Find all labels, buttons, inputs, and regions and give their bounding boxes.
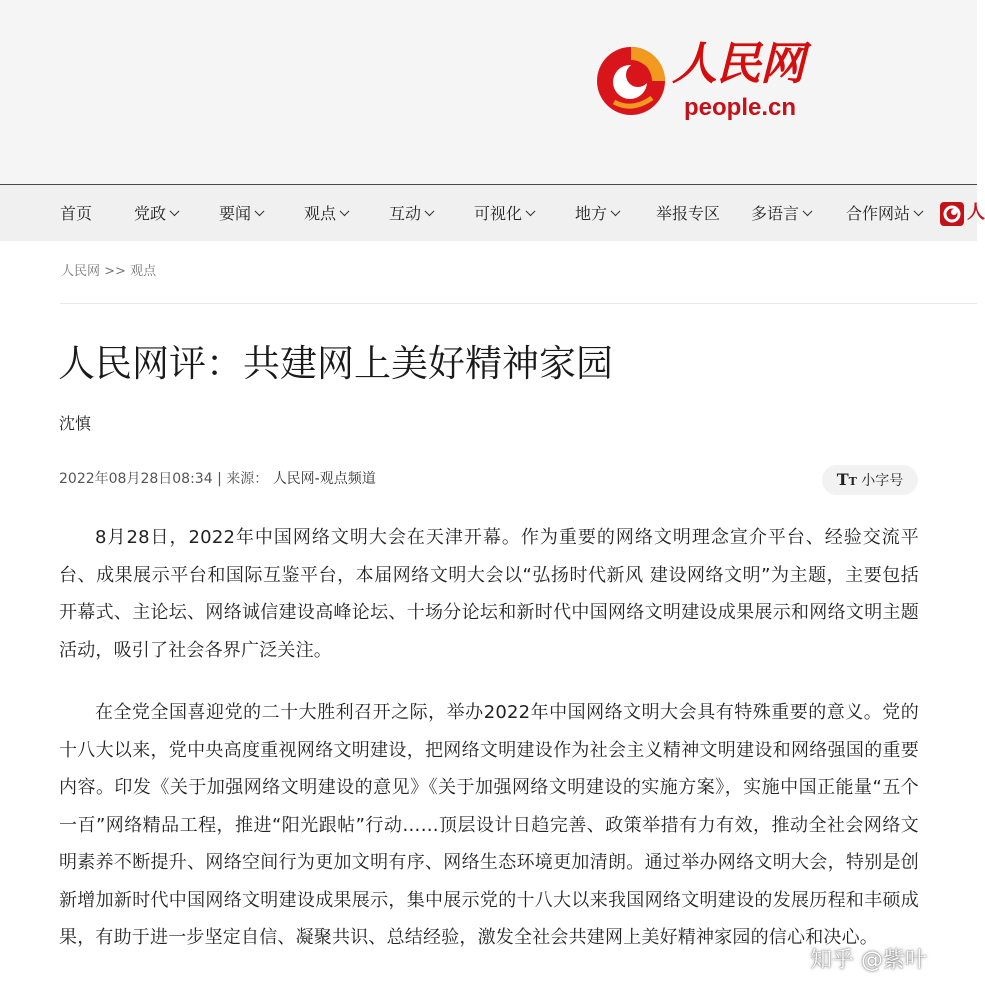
- site-header: [0, 0, 977, 184]
- article-meta: [59, 468, 376, 490]
- nav-item-label: 要闻: [219, 204, 252, 223]
- font-size-label: 小字号: [861, 473, 904, 489]
- nav-overflow-text[interactable]: 人: [967, 202, 985, 223]
- chevron-down-icon: [611, 206, 621, 216]
- nav-item-label: 可视化: [474, 204, 523, 223]
- nav-item-party[interactable]: [134, 185, 178, 241]
- chevron-down-icon: [526, 206, 536, 216]
- article-datetime: 2022年08月28日08:34: [59, 471, 213, 487]
- nav-item-label: 地方: [575, 204, 608, 223]
- logo-text-en: people.cn: [684, 94, 797, 121]
- breadcrumb: [61, 262, 156, 282]
- nav-item-label: 举报专区: [656, 204, 721, 223]
- nav-item-label: 首页: [60, 204, 93, 223]
- font-size-toggle-button[interactable]: [822, 465, 918, 495]
- nav-item-label: 多语言: [751, 204, 800, 223]
- chevron-down-icon: [255, 206, 265, 216]
- nav-item-visualization[interactable]: [474, 185, 534, 241]
- nav-item-label: 互动: [389, 204, 422, 223]
- nav-item-local[interactable]: [575, 185, 619, 241]
- app-logo-icon[interactable]: [940, 202, 964, 226]
- source-link[interactable]: 人民网-观点频道: [272, 471, 376, 487]
- nav-item-news[interactable]: [219, 185, 263, 241]
- chevron-down-icon: [803, 206, 813, 216]
- divider: [60, 303, 977, 304]
- nav-item-report[interactable]: [656, 185, 720, 241]
- main-nav: [0, 184, 977, 241]
- nav-item-partners[interactable]: [846, 185, 922, 241]
- article-author: 沈慎: [59, 414, 92, 433]
- nav-item-label: 观点: [304, 204, 337, 223]
- nav-item-languages[interactable]: [751, 185, 811, 241]
- chevron-down-icon: [340, 206, 350, 216]
- article-paragraph: 8月28日，2022年中国网络文明大会在天津开幕。作为重要的网络文明理念宣介平台、经验交流平台、成果展示平台和国际互鉴平台，本届网络文明大会以“弘扬时代新风 建设网络文明”为主题，主要包括开幕式、主论坛、网络诚信建设高峰论坛、十场分论坛和新时代中国网络文明建设成果展示和网络文明主题活动，吸引了社会各界广泛关注。: [59, 527, 919, 661]
- breadcrumb-home-link[interactable]: 人民网: [61, 264, 101, 279]
- nav-item-interaction[interactable]: [389, 185, 433, 241]
- people-cn-logo[interactable]: [592, 37, 807, 122]
- article-title: 人民网评：共建网上美好精神家园: [58, 342, 613, 385]
- zhihu-watermark: 知乎 @紫叶: [810, 948, 927, 973]
- font-size-icon: TT: [836, 470, 857, 489]
- app-logo-glyph-icon: [940, 202, 964, 226]
- breadcrumb-separator: >>: [104, 264, 126, 279]
- chevron-down-icon: [170, 206, 180, 216]
- chevron-down-icon: [425, 206, 435, 216]
- logo-text-cn: 人民网: [672, 37, 805, 90]
- article-paragraph: 在全党全国喜迎党的二十大胜利召开之际，举办2022年中国网络文明大会具有特殊重要的意义。党的十八大以来，党中央高度重视网络文明建设，把网络文明建设作为社会主义精神文明建设和网络强国的重要内容。印发《关于加强网络文明建设的意见》《关于加强网络文明建设的实施方案》，实施中国正能量“五个一百”网络精品工程，推进“阳光跟帖”行动……顶层设计日趋完善、政策举措有力有效，推动全社会网络文明素养不断提升、网络空间行为更加文明有序、网络生态环境更加清朗。通过举办网络文明大会，特别是创新增加新时代中国网络文明建设成果展示，集中展示党的十八大以来我国网络文明建设的发展历程和丰硕成果，有助于进一步坚定自信、凝聚共识、总结经验，激发全社会共建网上美好精神家园的信心和决心。: [59, 702, 919, 948]
- nav-item-opinion[interactable]: [304, 185, 348, 241]
- chevron-down-icon: [914, 206, 924, 216]
- breadcrumb-section-link[interactable]: 观点: [130, 264, 157, 279]
- logo-emblem-icon: [592, 42, 670, 120]
- nav-item-home[interactable]: [60, 185, 92, 241]
- nav-item-label: 党政: [134, 204, 167, 223]
- nav-item-label: 合作网站: [846, 204, 911, 223]
- source-label: | 来源：: [217, 471, 269, 487]
